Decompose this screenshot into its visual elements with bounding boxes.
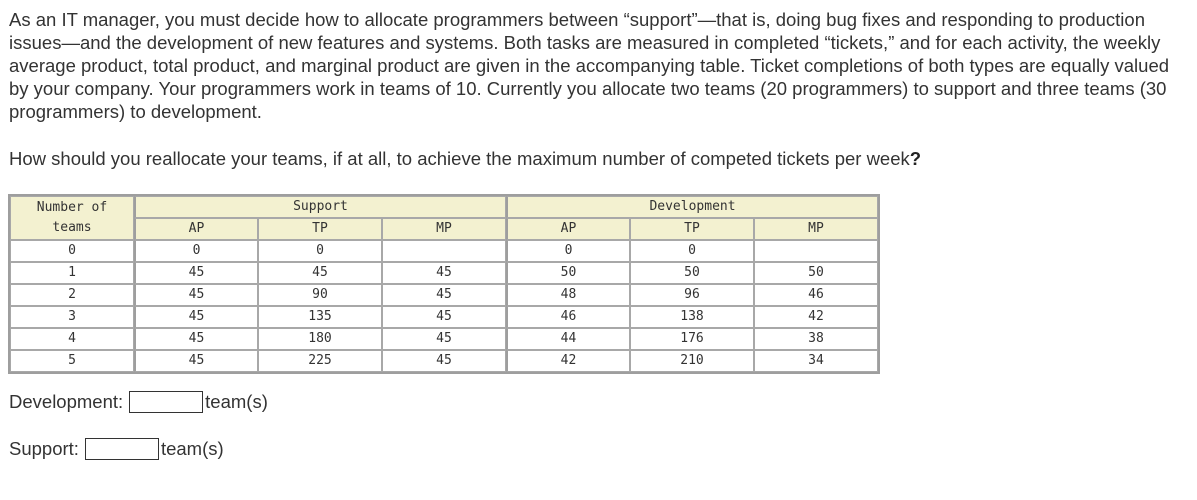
development-tp-cell: 176 bbox=[630, 328, 754, 350]
development-mp-cell bbox=[754, 240, 878, 262]
development-tp-cell: 138 bbox=[630, 306, 754, 328]
development-mp-cell: 38 bbox=[754, 328, 878, 350]
support-unit-label: team(s) bbox=[160, 438, 224, 459]
development-header: Development bbox=[506, 196, 878, 218]
development-tp-cell: 50 bbox=[630, 262, 754, 284]
development-mp-cell: 50 bbox=[754, 262, 878, 284]
development-unit-label: team(s) bbox=[205, 391, 268, 412]
teams-cell: 4 bbox=[10, 328, 134, 350]
teams-cell: 1 bbox=[10, 262, 134, 284]
development-tp-header: TP bbox=[630, 218, 754, 240]
support-tp-cell: 225 bbox=[258, 350, 382, 372]
support-tp-cell: 0 bbox=[258, 240, 382, 262]
support-mp-cell: 45 bbox=[382, 350, 506, 372]
support-tp-cell: 90 bbox=[258, 284, 382, 306]
teams-header: Number of teams bbox=[10, 196, 134, 240]
development-tp-cell: 210 bbox=[630, 350, 754, 372]
support-ap-cell: 45 bbox=[134, 306, 258, 328]
support-mp-cell: 45 bbox=[382, 262, 506, 284]
support-tp-header: TP bbox=[258, 218, 382, 240]
development-mp-cell: 46 bbox=[754, 284, 878, 306]
table-row bbox=[10, 240, 878, 262]
development-tp-cell: 96 bbox=[630, 284, 754, 306]
teams-cell: 0 bbox=[10, 240, 134, 262]
support-mp-cell: 45 bbox=[382, 284, 506, 306]
question-mark: ? bbox=[909, 148, 922, 169]
support-mp-cell: 45 bbox=[382, 328, 506, 350]
support-tp-cell: 135 bbox=[258, 306, 382, 328]
table-row bbox=[10, 328, 878, 350]
development-answer-row bbox=[9, 391, 268, 413]
problem-paragraph: As an IT manager, you must decide how to allocate programmers between “support”—that is, doing bug fixes and responding to production issues—and the development of new features and systems. Both tasks are measured in completed “tickets,” and for each activity, the weekly average product, total product, and marginal product are given in the accompanying table. Ticket completions of both types are equally valued by your company. Your programmers work in teams of 10. Currently you allocate two teams (20 programmers) to support and three teams (30 programmers) to development. bbox=[9, 9, 1170, 122]
development-mp-cell: 34 bbox=[754, 350, 878, 372]
support-label: Support: bbox=[9, 438, 79, 459]
teams-cell: 3 bbox=[10, 306, 134, 328]
teams-cell: 5 bbox=[10, 350, 134, 372]
support-ap-cell: 45 bbox=[134, 284, 258, 306]
table-row bbox=[10, 284, 878, 306]
development-ap-cell: 0 bbox=[506, 240, 630, 262]
development-ap-cell: 44 bbox=[506, 328, 630, 350]
table-row bbox=[10, 262, 878, 284]
development-ap-cell: 48 bbox=[506, 284, 630, 306]
development-mp-cell: 42 bbox=[754, 306, 878, 328]
question-body: How should you reallocate your teams, if at all, to achieve the maximum number of competed tickets per week bbox=[9, 148, 910, 169]
support-answer-row bbox=[9, 438, 224, 460]
development-ap-header: AP bbox=[506, 218, 630, 240]
support-mp-cell bbox=[382, 240, 506, 262]
support-ap-cell: 45 bbox=[134, 262, 258, 284]
table-row bbox=[10, 350, 878, 372]
table-header-row-2 bbox=[10, 218, 878, 240]
table-row bbox=[10, 306, 878, 328]
development-ap-cell: 50 bbox=[506, 262, 630, 284]
support-tp-cell: 180 bbox=[258, 328, 382, 350]
development-label: Development: bbox=[9, 391, 124, 412]
table-header-row-1 bbox=[10, 196, 878, 218]
teams-cell: 2 bbox=[10, 284, 134, 306]
support-mp-header: MP bbox=[382, 218, 506, 240]
support-mp-cell: 45 bbox=[382, 306, 506, 328]
support-ap-cell: 45 bbox=[134, 350, 258, 372]
support-header: Support bbox=[134, 196, 506, 218]
development-teams-input[interactable] bbox=[129, 391, 203, 413]
support-ap-cell: 0 bbox=[134, 240, 258, 262]
question-text bbox=[9, 147, 1189, 170]
support-tp-cell: 45 bbox=[258, 262, 382, 284]
development-tp-cell: 0 bbox=[630, 240, 754, 262]
development-mp-header: MP bbox=[754, 218, 878, 240]
production-table bbox=[8, 194, 880, 374]
development-ap-cell: 42 bbox=[506, 350, 630, 372]
support-ap-cell: 45 bbox=[134, 328, 258, 350]
support-ap-header: AP bbox=[134, 218, 258, 240]
development-ap-cell: 46 bbox=[506, 306, 630, 328]
support-teams-input[interactable] bbox=[85, 438, 159, 460]
